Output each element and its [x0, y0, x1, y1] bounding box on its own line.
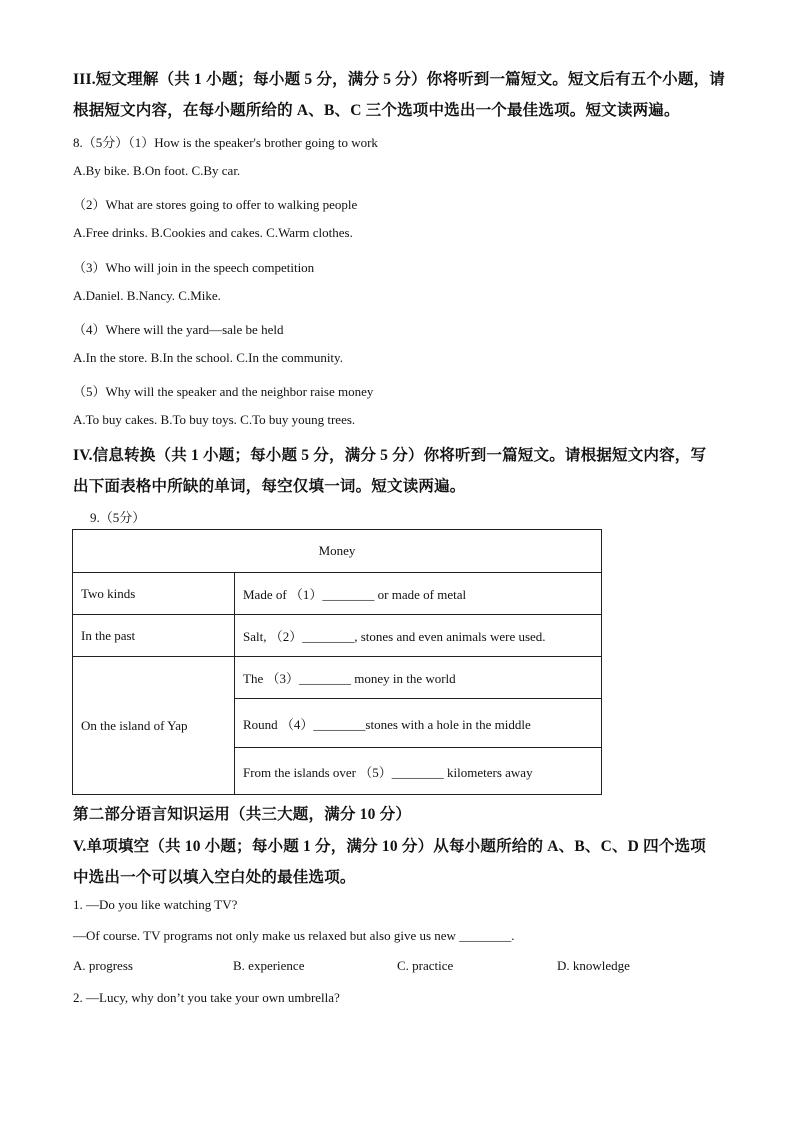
q8-4-stem: （4）Where will the yard—sale be held [73, 322, 284, 337]
q1-line-1: 1. —Do you like watching TV? [73, 897, 238, 912]
section5-heading-2: 中选出一个可以填入空白处的最佳选项。 [73, 869, 356, 886]
table-cell: From the islands over （5）________ kilometers away [235, 748, 602, 795]
q1-option-b: B. experience [233, 958, 305, 973]
section3-heading-1: III.短文理解（共 1 小题；每小题 5 分，满分 5 分）你将听到一篇短文。短文后有五个小题，请 [73, 71, 725, 88]
section3-heading-2: 根据短文内容，在每小题所给的 A、B、C 三个选项中选出一个最佳选项。短文读两遍。 [73, 102, 680, 119]
q8-5-options: A.To buy cakes. B.To buy toys. C.To buy young trees. [73, 412, 356, 427]
q1-option-a: A. progress [73, 958, 133, 973]
q8-4-options: A.In the store. B.In the school. C.In the community. [73, 350, 343, 365]
q8-5-stem: （5）Why will the speaker and the neighbor raise money [73, 384, 374, 399]
table-row-label: In the past [73, 615, 235, 657]
table-cell: Salt, （2）________, stones and even animals were used. [235, 615, 602, 657]
table-cell: Round （4）________stones with a hole in the middle [235, 699, 602, 748]
q8-3-options: A.Daniel. B.Nancy. C.Mike. [73, 288, 221, 303]
q1-line-2: —Of course. TV programs not only make us relaxed but also give us new ________. [73, 928, 515, 943]
section4-heading-2: 出下面表格中所缺的单词，每空仅填一词。短文读两遍。 [73, 478, 466, 495]
table-row-label: On the island of Yap [73, 657, 235, 795]
table-cell: The （3）________ money in the world [235, 657, 602, 699]
q8-stem: 8.（5分）（1）How is the speaker's brother going to work [73, 135, 378, 150]
q8-3-stem: （3）Who will join in the speech competition [73, 260, 315, 275]
table-title: Money [73, 530, 602, 573]
table-row-label: Two kinds [73, 573, 235, 615]
section5-heading-1: V.单项填空（共 10 小题；每小题 1 分，满分 10 分）从每小题所给的 A、B、C、D 四个选项 [73, 838, 706, 855]
section4-heading-1: IV.信息转换（共 1 小题；每小题 5 分，满分 5 分）你将听到一篇短文。请根据短文内容，写 [73, 447, 707, 464]
part2-heading: 第二部分语言知识运用（共三大题，满分 10 分） [73, 806, 412, 823]
q1-option-c: C. practice [397, 958, 454, 973]
q2-line-1: 2. —Lucy, why don’t you take your own umbrella? [73, 990, 340, 1005]
q9-label: 9.（5分） [90, 510, 146, 525]
q8-1-options: A.By bike. B.On foot. C.By car. [73, 163, 241, 178]
q8-2-options: A.Free drinks. B.Cookies and cakes. C.Warm clothes. [73, 225, 353, 240]
table-cell: Made of （1）________ or made of metal [235, 573, 602, 615]
q8-2-stem: （2）What are stores going to offer to walking people [73, 197, 358, 212]
money-table [72, 529, 602, 795]
q1-option-d: D. knowledge [557, 958, 630, 973]
